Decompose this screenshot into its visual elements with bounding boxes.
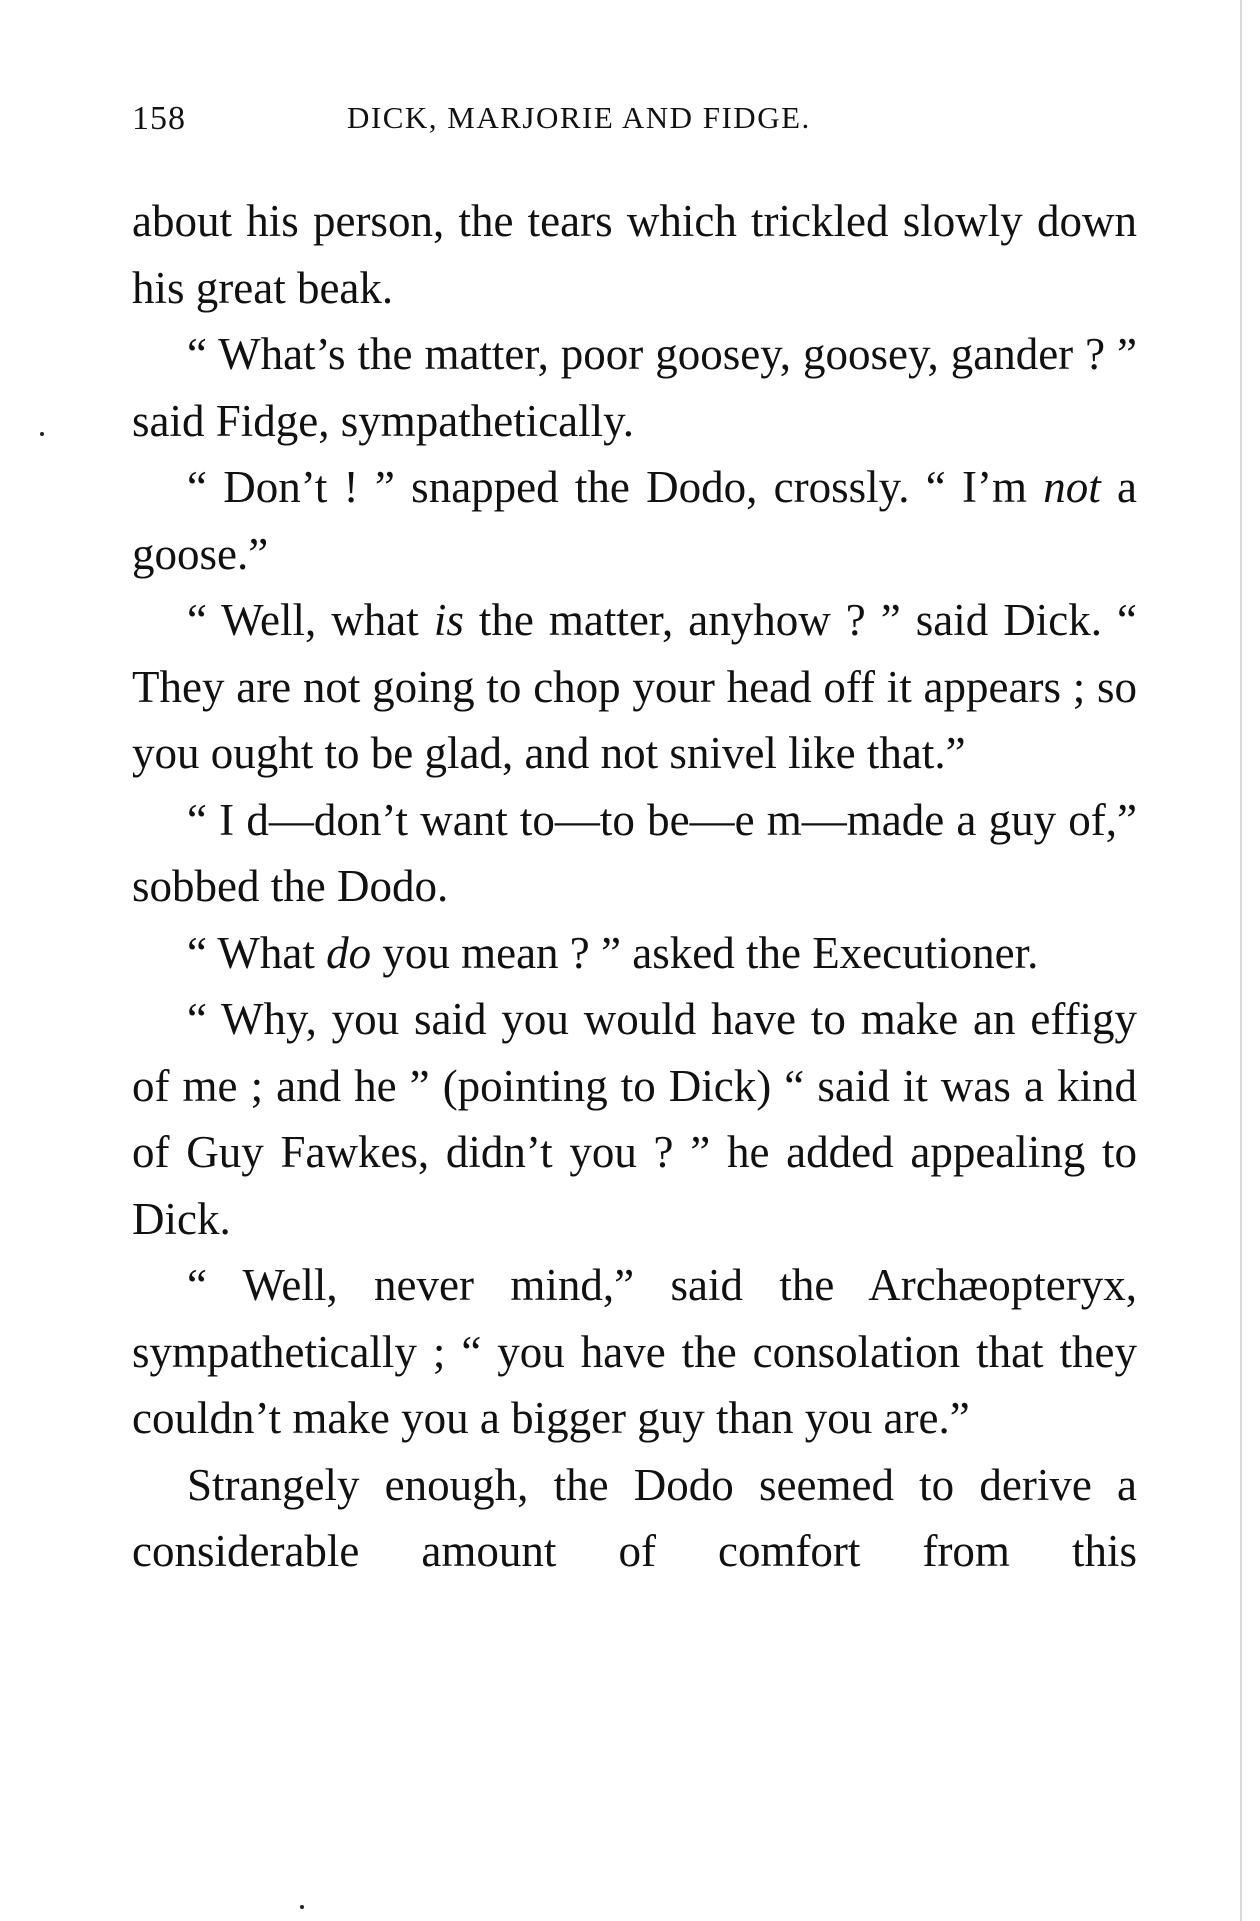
margin-speck [300, 1905, 304, 1909]
italic-text: not [1043, 462, 1101, 512]
text-run: “ What’s the matter, poor goosey, goosey, gander ? ” said Fidge, sympathetically. [132, 329, 1137, 446]
body-text [132, 188, 1137, 1585]
paragraph [132, 321, 1137, 454]
text-run: “ What [187, 927, 327, 978]
text-run: Strangely enough, the Dodo seemed to derive a considerable amount of comfort from this [132, 1459, 1137, 1576]
paragraph [132, 587, 1137, 787]
italic-text: is [433, 595, 464, 645]
text-run: you mean ? ” asked the Executioner. [371, 927, 1039, 978]
text-run: “ Why, you said you would have to make an effigy of me ; and he ” (pointing to Dick) “ said it was a kind of Guy Fawkes, didn’t you ? ” he added appealing to Dick. [132, 994, 1137, 1244]
paragraph [132, 986, 1137, 1252]
paragraph [132, 454, 1137, 587]
running-head [132, 100, 1132, 150]
text-run: “ I d—don’t want to—to be—e m—made a guy of,” sobbed the Dodo. [132, 794, 1137, 911]
text-run: “ Don’t ! ” snapped the Dodo, crossly. “ I’m [187, 462, 1044, 512]
paragraph [132, 188, 1137, 321]
text-run: “ Well, never mind,” said the Archæopteryx, sympathetically ; “ you have the consolation that they couldn’t make you a bigger guy than you are.” [132, 1260, 1137, 1443]
page-number: 158 [132, 100, 186, 137]
paragraph [132, 1252, 1137, 1452]
margin-speck [40, 432, 44, 436]
text-run: the matter, anyhow ? ” said Dick. “ They are not going to chop your head off it appears ; so you ought to be glad, and not snivel like that.” [132, 595, 1137, 778]
text-run: “ Well, what [187, 595, 434, 645]
italic-text: do [326, 927, 372, 978]
paragraph [132, 920, 1137, 987]
paragraph [132, 787, 1137, 920]
scan-edge-line [1240, 0, 1242, 1921]
text-run: a goose.” [132, 462, 1137, 579]
text-run: about his person, the tears which trickled slowly down his great beak. [132, 196, 1137, 313]
paragraph [132, 1452, 1137, 1585]
book-title: DICK, MARJORIE AND FIDGE. [347, 100, 811, 135]
